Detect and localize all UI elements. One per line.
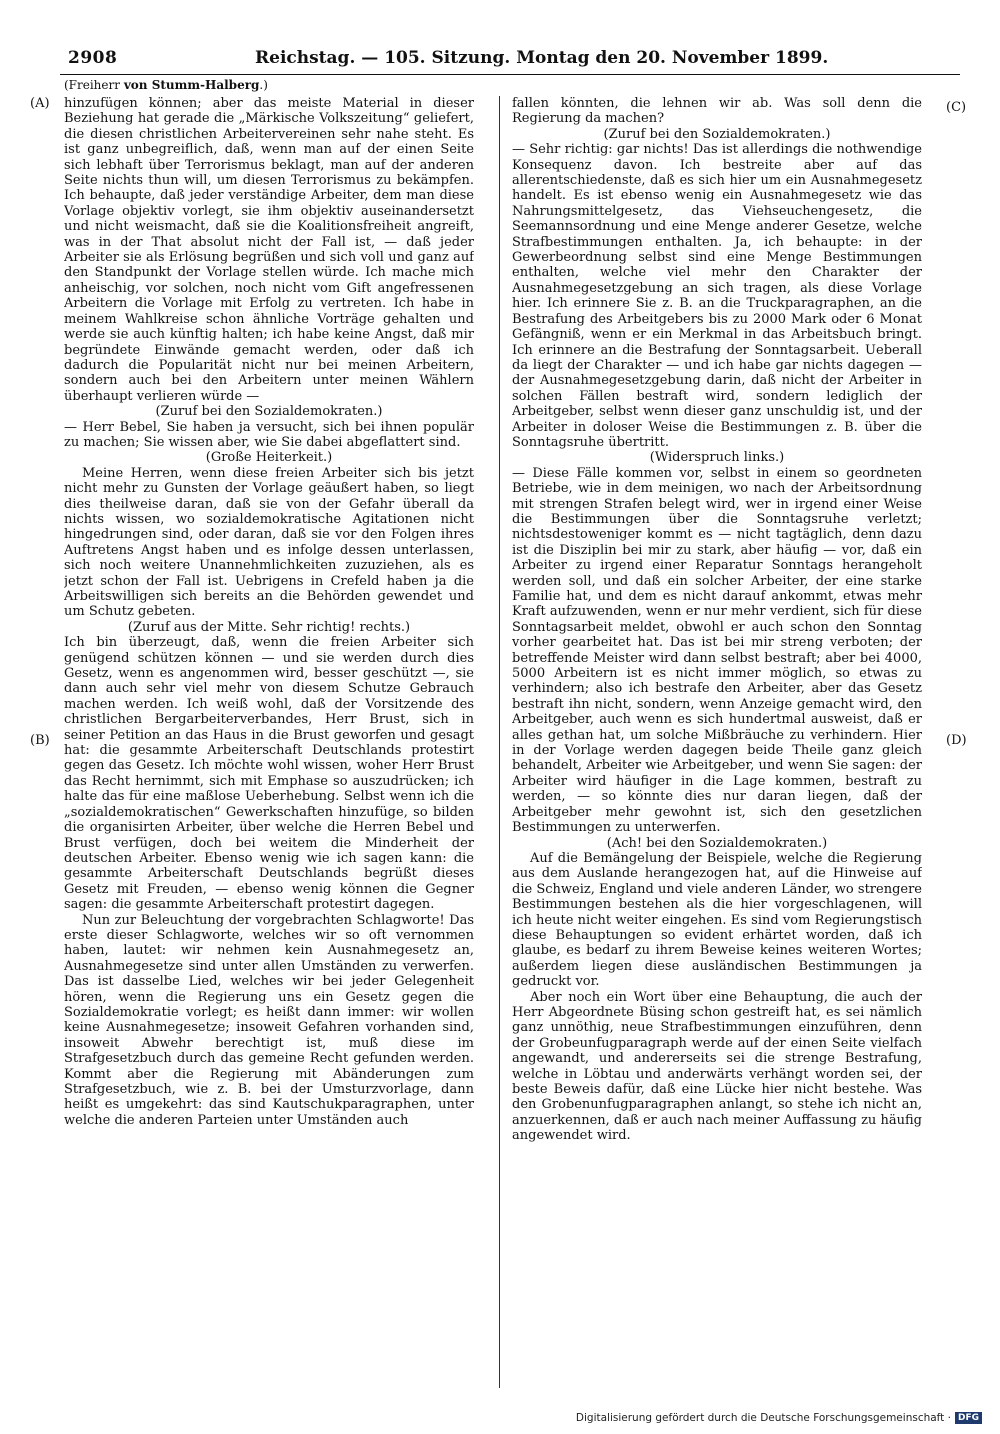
footer-credit bbox=[576, 1412, 982, 1424]
page-number: 2908 bbox=[68, 48, 118, 68]
speaker-prefix: (Freiherr bbox=[64, 78, 124, 92]
page-header bbox=[60, 48, 960, 75]
speaker-name: von Stumm-Halberg bbox=[123, 78, 260, 92]
footer-text: Digitalisierung gefördert durch die Deutsche Forschungsgemeinschaft · bbox=[575, 1412, 951, 1424]
paragraph: — Sehr richtig: gar nichts! Das ist allerdings die nothwendige Konsequenz davon. Ich bestreite aber auf das allerentschiedenste, daß es sich hier um ein Ausnahmegesetz handelt. Es ist ebenso wenig ein Ausnahmegesetz wie das Nahrungsmittelgesetz, das Viehseuchengesetz, die Seemannsordnung und eine Menge anderer Gesetze, welche Strafbestimmungen enthalten. Ja, ich behaupte: in der Gewerbeordnung selbst sind eine Menge Bestimmungen enthalten, welche viel mehr den Charakter der Ausnahmegesetzgebung an sich tragen, als diese Vorlage hier. Ich erinnere Sie z. B. an die Truckparagraphen, an die Bestrafung des Arbeitgebers bis zu 2000 Mark oder 6 Monat Gefängniß, wenn er ein Merkmal in das Arbeitsbuch bringt. Ich erinnere an die Bestrafung der Sonntagsarbeit. Ueberall da liegt der Charakter — und ich habe gar nichts dagegen — der Ausnahmegesetzgebung darin, daß nicht der Arbeiter in solchen Fällen bestraft wird, sondern lediglich der Arbeitgeber, selbst wenn dieser ganz unschuldig ist, und der Arbeiter in doloser Weise die Bestimmungen z. B. über die Sonntagsruhe übertritt. bbox=[512, 142, 922, 450]
paragraph: Aber noch ein Wort über eine Behauptung, die auch der Herr Abgeordnete Büsing schon gestreift hat, es sei nämlich ganz unnöthig, neue Strafbestimmungen einzuführen, denn der Grobeunfugparagraph werde auf der einen Seite vielfach angewandt, und andererseits sei die strenge Bestrafung, welche in Löbtau und anderwärts verhängt worden sei, der beste Beweis dafür, daß eine Lücke hier nicht bestehe. Was den Grobenunfugparagraphen anlangt, so stehe ich nicht an, anzuerkennen, daß er auch nach meiner Auffassung zu häufig angewendet wird. bbox=[512, 989, 922, 1144]
paragraph: Nun zur Beleuchtung der vorgebrachten Schlagworte! Das erste dieser Schlagworte, welches wir so oft vernommen haben, lautet: wir nehmen kein Ausnahmegesetz an, Ausnahmegesetze sind unter allen Umständen zu verwerfen. Das ist dasselbe Lied, welches wir bei jeder Gelegenheit hören, wenn die Regierung uns ein Gesetz gegen die Sozialdemokratie vorlegt; es heißt dann immer: wir wollen keine Ausnahmegesetze; insoweit Gefahren vorhanden sind, insoweit Abwehr berechtigt ist, muß diese im Strafgesetzbuch durch das gemeine Recht gefunden werden. Kommt aber die Regierung mit Abänderungen zum Strafgesetzbuch, wie z. B. bei der Umsturzvorlage, dann heißt es umgekehrt: das sind Kautschukparagraphen, unter welche die anderen Parteien unter Umständen auch bbox=[64, 912, 474, 1128]
paragraph: — Diese Fälle kommen vor, selbst in einem so geordneten Betriebe, wie in dem meinigen, wo nach der Arbeitsordnung mit strengen Strafen belegt wird, wer in irgend einer Weise die Bestimmungen über die Sonntagsruhe verletzt; nichtsdestoweniger kommt es — nicht tagtäglich, denn dazu ist die Disziplin bei mir zu stark, aber häufig — vor, daß ein Arbeiter zu irgend einer Reparatur Sonntags herangeholt werden soll, und daß ein solcher Arbeiter, der eine starke Familie hat, und dem es nicht darauf ankommt, etwas mehr Kraft aufzuwenden, wenn er nur mehr verdient, sich für diese Sonntagsarbeit meldet, obwohl er auch schon den Sonntag vorher gearbeitet hat. Das ist bei mir streng verboten; der betreffende Meister wird dann selbst bestraft; aber bei 4000, 5000 Arbeitern ist es nicht immer möglich, so etwas zu verhindern; also ich bestrafe den Arbeiter, aber das Gesetz bestraft ihn nicht, sondern, wenn Anzeige gemacht wird, den Arbeitgeber, auch wenn es sich hundertmal ausweist, daß er alles gethan hat, um solche Mißbräuche zu verhindern. Hier in der Vorlage werden dagegen beide Theile ganz gleich behandelt, Arbeiter wie Arbeitgeber, und wenn Sie sagen: der Arbeiter wird häufiger in die Lage kommen, bestraft zu werden, — so könnte dies nur daran liegen, daß der Arbeitgeber mehr gewohnt ist, sich den gesetzlichen Bestimmungen zu unterwerfen. bbox=[512, 465, 922, 836]
speaker-suffix: .) bbox=[259, 78, 268, 92]
margin-marker-a: (A) bbox=[30, 96, 50, 111]
paragraph: Meine Herren, wenn diese freien Arbeiter sich bis jetzt nicht mehr zu Gunsten der Vorlage geäußert haben, so liegt dies theilweise daran, daß sie von der Gefahr überall da nichts wissen, wo sozialdemokratische Agitationen nicht hingedrungen sind, oder daran, daß sie vor den Folgen ihres Auftretens Angst haben und es infolge dessen unterlassen, sich noch weitere Unannehmlichkeiten zuzuziehen, als es jetzt schon der Fall ist. Uebrigens in Crefeld haben ja die Arbeitswilligen sich bereits an die Behörden gewendet und um Schutz gebeten. bbox=[64, 465, 474, 620]
interjection: (Große Heiterkeit.) bbox=[205, 450, 333, 466]
paragraph: Auf die Bemängelung der Beispiele, welche die Regierung aus dem Auslande herangezogen hat, auf die Hinweise auf die Schweiz, England und viele anderen Länder, wo strengere Bestimmungen bestehen als die hier vorgeschlagenen, will ich heute nicht weiter eingehen. Es sind vom Regierungstisch diese Behauptungen so evident erhärtet worden, daß ich glaube, es bedarf zu ihrem Beweise keines weiteren Wortes; außerdem liegen diese ausländischen Bestimmungen ja gedruckt vor. bbox=[512, 850, 922, 990]
margin-marker-c: (C) bbox=[946, 100, 967, 115]
interjection: (Widerspruch links.) bbox=[649, 450, 785, 466]
margin-marker-d: (D) bbox=[946, 733, 967, 748]
speaker-note bbox=[64, 78, 268, 92]
right-column bbox=[512, 96, 922, 1392]
interjection: (Ach! bei den Sozialdemokraten.) bbox=[606, 835, 828, 851]
left-column bbox=[64, 96, 474, 1392]
paragraph: hinzufügen können; aber das meiste Material in dieser Beziehung hat gerade die „Märkische Volkszeitung“ geliefert, die diesen christlichen Arbeitervereinen sehr nahe steht. Es ist ganz unbegreiflich, daß, wenn man auf der einen Seite sich lebhaft über Terrorismus beklagt, man auf der anderen Seite nichts thun will, um diesen Terrorismus zu bekämpfen. Ich behaupte, daß jeder verständige Arbeiter, dem man diese Vorlage objektiv vorlegt, sie ihm objektiv auseinandersetzt und nicht weismacht, daß sie die Koalitionsfreiheit angreift, was in der That absolut nicht der Fall ist, — daß jeder Arbeiter sie als Erlösung begrüßen und sich voll und ganz auf den Standpunkt der Vorlage stellen würde. Ich mache mich anheischig, vor solchen, noch nicht vom Gift angefressenen Arbeitern die Vorlage mit Erfolg zu vertreten. Ich habe in meinem Wahlkreise schon ähnliche Vorträge gehalten und werde sie auch künftig halten; ich habe keine Angst, daß mir begründete Einwände gemacht werden, oder daß ich dadurch die Popularität nicht nur bei meinen Arbeitern, sondern auch bei den Arbeitern unter meinen Wählern überhaupt verlieren würde — bbox=[64, 96, 474, 404]
running-title: Reichstag. — 105. Sitzung. Montag den 20. November 1899. bbox=[255, 48, 829, 68]
interjection: (Zuruf bei den Sozialdemokraten.) bbox=[155, 404, 383, 420]
interjection: (Zuruf aus der Mitte. Sehr richtig! rechts.) bbox=[127, 619, 411, 635]
interjection: (Zuruf bei den Sozialdemokraten.) bbox=[603, 126, 831, 142]
margin-marker-b: (B) bbox=[30, 733, 50, 748]
paragraph: Ich bin überzeugt, daß, wenn die freien Arbeiter sich genügend schützen können — und sie werden durch dies Gesetz, wenn es angenommen wird, besser geschützt —, sie dann auch sehr viel mehr von diesem Schutze Gebrauch machen werden. Ich weiß wohl, daß der Vorsitzende des christlichen Bergarbeiterverbandes, Herr Brust, sich in seiner Petition an das Haus in die Brust geworfen und gesagt hat: die gesammte Arbeiterschaft Deutschlands protestirt gegen das Gesetz. Ich möchte wohl wissen, woher Herr Brust das Recht hernimmt, sich mit Emphase so auszudrücken; ich halte das für eine maßlose Ueberhebung. Selbst wenn ich die „sozialdemokratischen“ Gewerkschaften hinzufüge, so bilden die organisirten Arbeiter, über welche die Herren Bebel und Brust verfügen, doch bei weitem die Minderheit der deutschen Arbeiter. Ebenso wenig wie ich sagen kann: die gesammte Arbeiterschaft Deutschlands begrüßt dieses Gesetz mit Freuden, — ebenso wenig können die Gegner sagen: die gesammte Arbeiterschaft protestirt dagegen. bbox=[64, 635, 474, 913]
column-divider bbox=[499, 96, 500, 1388]
paragraph: fallen könnten, die lehnen wir ab. Was soll denn die Regierung da machen? bbox=[512, 96, 922, 127]
paragraph: — Herr Bebel, Sie haben ja versucht, sich bei ihnen populär zu machen; Sie wissen aber, wie Sie dabei abgeflattert sind. bbox=[64, 419, 474, 450]
dfg-logo: DFG bbox=[955, 1412, 982, 1424]
